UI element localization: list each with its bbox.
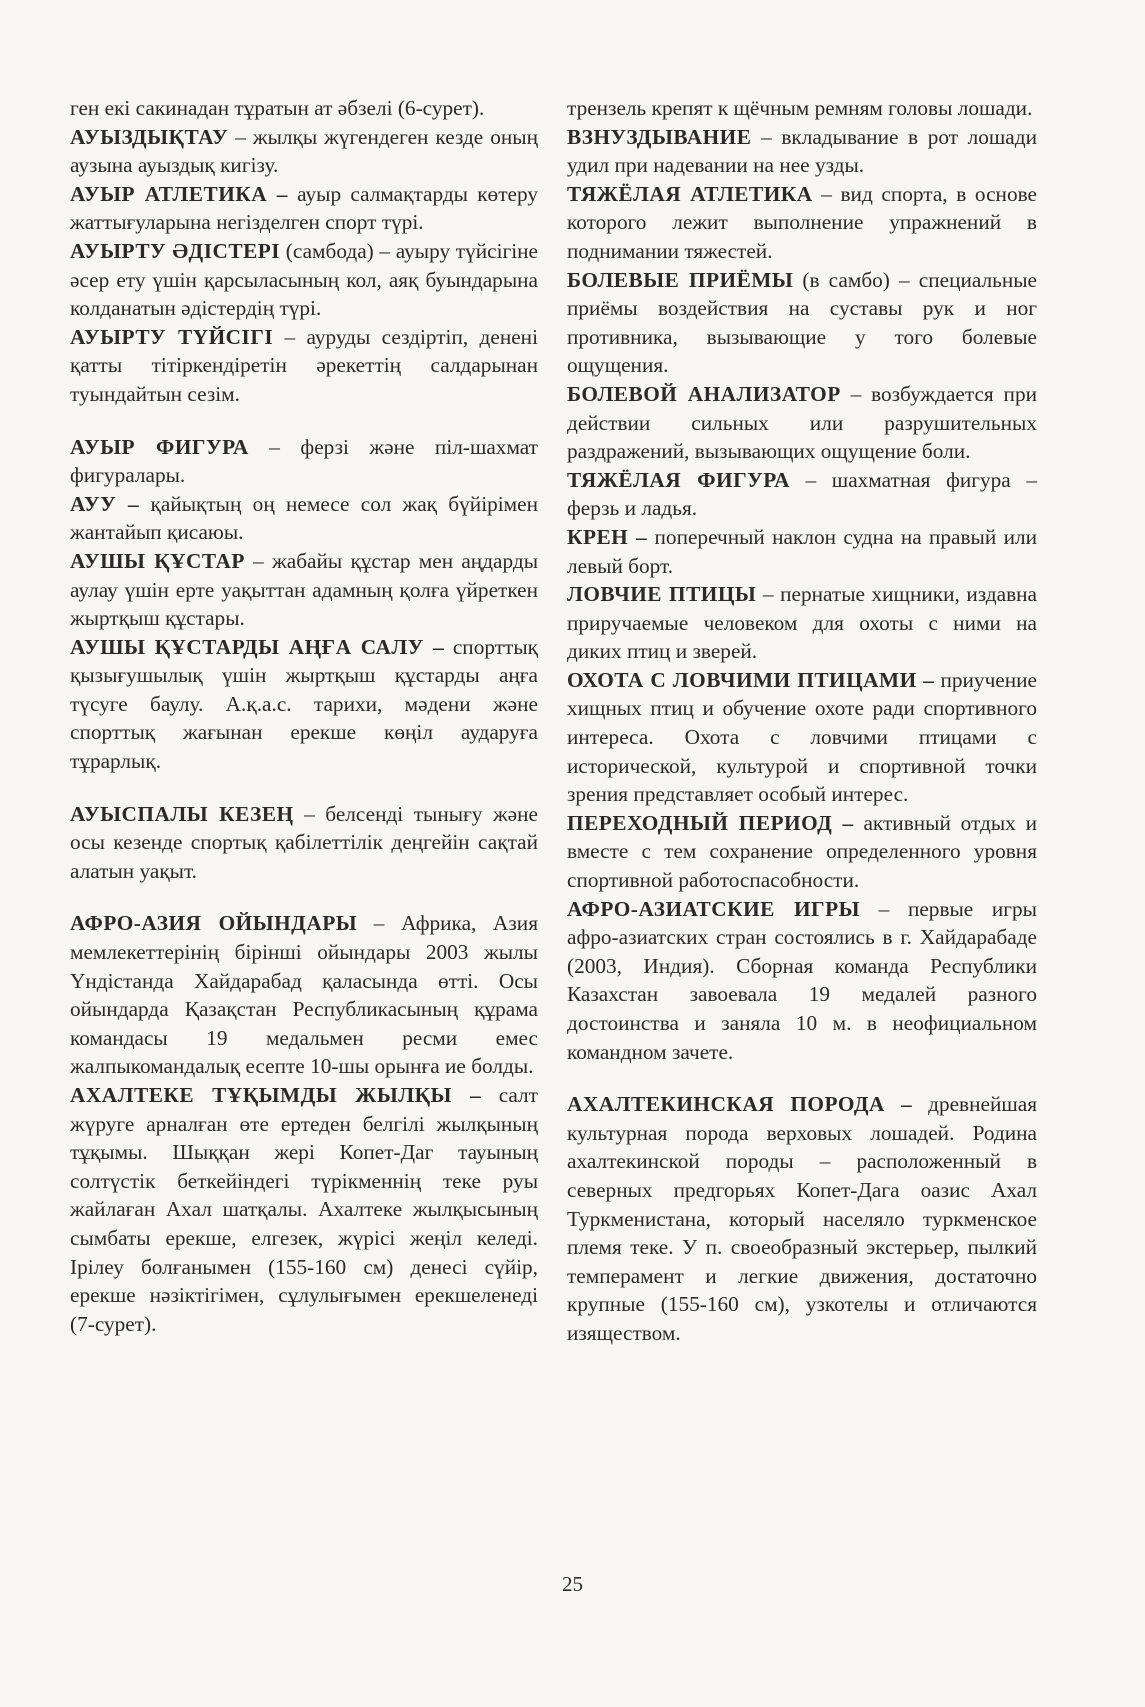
entry-definition: трензель крепят к щёчным ремням головы лошади. xyxy=(567,96,1033,120)
dictionary-entry xyxy=(567,809,1037,895)
entry-definition: – первые игры афро-азиатских стран состоялись в г. Хайдарабаде (2003, Индия). Сборная команда Республики Казахстан завоевала 19 медалей разного достоинства и заняла 10 м. в неофициальном командном зачете. xyxy=(567,896,1037,1064)
entry-term: ТЯЖЁЛАЯ ФИГУРА xyxy=(567,467,790,492)
entry-definition: – ауруды сездіртіп, денені қатты тітіркендіретін әрекеттің салдарынан туындайтын сезім. xyxy=(70,324,538,406)
dictionary-entry xyxy=(70,633,538,776)
entry-definition: активный отдых и вместе с тем сохранение определенного уровня спортивной работоспасобности. xyxy=(567,810,1037,893)
entry-term: АУЫР ФИГУРА xyxy=(70,434,249,459)
dictionary-entry xyxy=(567,523,1037,580)
entry-definition: (в самбо) – специальные приёмы воздействия на суставы рук и ног противника, вызывающие у того болевые ощущения. xyxy=(567,267,1037,378)
entry-term: АУЫЗДЫҚТАУ xyxy=(70,124,229,149)
dictionary-entry xyxy=(70,800,538,886)
entry-definition: салт жүруге арналған өте ертеден белгілі жылқының тұқымы. Шыққан жері Копет-Даг тауының солтүстік беткейіндегі түрікменнің теке руы жайлаған Ахал шатқалы. Ахалтеке жылқысының сымбаты ерекше, елгезек, жүрісі жеңіл келеді. Ірілеу болғанымен (155-160 см) денесі сүйір, ерекше нәзіктігімен, сұлулығымен ерекшеленеді (7-сурет). xyxy=(70,1083,538,1336)
right-column xyxy=(567,94,1037,1348)
entry-definition: – жылқы жүгендеген кезде оның аузына ауыздық кигізу. xyxy=(70,124,538,178)
dictionary-entry xyxy=(70,123,538,180)
entry-term: АУЫР АТЛЕТИКА – xyxy=(70,181,288,206)
entry-term: ЛОВЧИЕ ПТИЦЫ xyxy=(567,582,757,607)
entry-definition: (самбода) – ауыру түйсігіне әсер ету үшін қарсыласының кол, аяқ буындарына колданатын әдістердің түрі. xyxy=(70,238,538,321)
dictionary-entry xyxy=(567,580,1037,666)
dictionary-entry xyxy=(567,466,1037,523)
entry-spacer xyxy=(567,1066,1037,1090)
entry-term: АХАЛТЕКИНСКАЯ ПОРОДА – xyxy=(567,1092,913,1117)
entry-definition: – белсенді тынығу және осы кезенде спортық қабілеттілік деңгейін сақтай алатын уақыт. xyxy=(70,801,538,883)
entry-definition: – шахматная фигура – ферзь и ладья. xyxy=(567,467,1037,521)
entry-definition: ген екі сакинадан тұратын ат әбзелі (6-сурет). xyxy=(70,96,485,120)
dictionary-entry xyxy=(567,180,1037,266)
entry-term: ОХОТА С ЛОВЧИМИ ПТИЦАМИ – xyxy=(567,667,935,692)
entry-term: АУШЫ ҚҰСТАРДЫ АҢҒА САЛУ – xyxy=(70,634,445,659)
entry-definition: – ферзі және піл-шахмат фигуралары. xyxy=(70,434,538,488)
entry-term: ТЯЖЁЛАЯ АТЛЕТИКА xyxy=(567,181,813,206)
entry-definition: – Африка, Азия мемлекеттерінің бірінші ойындары 2003 жылы Үндістанда Хайдарабад қаласында өтті. Осы ойындарда Қазақстан Республикасының құрама командасы 19 медальмен ресми емес жалпыкомандалық есепте 10-шы орынға ие болды. xyxy=(70,911,538,1079)
dictionary-entry xyxy=(70,237,538,323)
dictionary-entry xyxy=(567,895,1037,1067)
dictionary-entry xyxy=(70,94,538,123)
dictionary-entry xyxy=(567,666,1037,809)
entry-term: БОЛЕВОЙ АНАЛИЗАТОР xyxy=(567,381,841,406)
entry-term: КРЕН – xyxy=(567,524,648,549)
entry-term: АХАЛТЕКЕ ТҰҚЫМДЫ ЖЫЛҚЫ – xyxy=(70,1083,482,1107)
entry-definition: поперечный наклон судна на правый или левый борт. xyxy=(567,524,1037,578)
dictionary-entry xyxy=(70,323,538,409)
entry-spacer xyxy=(70,885,538,909)
entry-term: АУЫРТУ ӘДІСТЕРІ xyxy=(70,238,281,263)
dictionary-entry xyxy=(567,380,1037,466)
entry-term: АУШЫ ҚҰСТАР xyxy=(70,548,245,573)
entry-definition: – пернатые хищники, издавна приручаемые человеком для охоты с ними на диких птиц и зверей. xyxy=(567,582,1037,664)
entry-term: ПЕРЕХОДНЫЙ ПЕРИОД – xyxy=(567,810,854,835)
entry-definition: қайықтың оң немесе сол жақ бүйірімен жантайып қисаюы. xyxy=(70,491,539,545)
entry-term: БОЛЕВЫЕ ПРИЁМЫ xyxy=(567,267,794,292)
dictionary-entry xyxy=(567,1090,1037,1347)
entry-term: АУУ – xyxy=(70,491,140,516)
entry-definition: ауыр салмақтарды көтеру жаттығуларына негізделген спорт түрі. xyxy=(70,181,538,235)
entry-definition: приучение хищных птиц и обучение охоте ради спортивного интереса. Охота с ловчими птицами с исторической, культурой и спортивной точки зрения представляет особый интерес. xyxy=(567,667,1037,807)
dictionary-entry xyxy=(70,547,538,633)
entry-term: АФРО-АЗИАТСКИЕ ИГРЫ xyxy=(567,896,861,921)
entry-term: ВЗНУЗДЫВАНИЕ xyxy=(567,124,752,149)
entry-term: АУЫРТУ ТҮЙСІГІ xyxy=(70,324,274,349)
entry-definition: – жабайы құстар мен аңдарды аулау үшін ерте уақыттан адамның қолға үйреткен жыртқыш құстары. xyxy=(70,548,539,631)
page-number: 25 xyxy=(562,1572,583,1596)
dictionary-entry xyxy=(70,180,538,237)
dictionary-entry xyxy=(70,909,538,1081)
dictionary-entry xyxy=(70,1081,538,1338)
entry-definition: – вкладывание в рот лошади удил при надевании на нее узды. xyxy=(567,124,1037,178)
dictionary-entry xyxy=(567,123,1037,180)
entry-definition: древнейшая культурная порода верховых лошадей. Родина ахалтекинской породы – расположенный в северных предгорьях Копет-Дага оазис Ахал Туркменистана, который населяло туркменское племя теке. У п. своеобразный экстерьер, пылкий темперамент и легкие движения, достаточно крупные (155-160 см), узкотелы и отличаются изяществом. xyxy=(567,1092,1037,1345)
dictionary-entry xyxy=(567,94,1037,123)
entry-spacer xyxy=(70,409,538,433)
left-column xyxy=(70,94,538,1338)
dictionary-entry xyxy=(70,490,538,547)
entry-definition: – вид спорта, в основе которого лежит выполнение упражнений в поднимании тяжестей. xyxy=(567,181,1037,263)
dictionary-entry xyxy=(70,433,538,490)
dictionary-entry xyxy=(567,266,1037,380)
entry-definition: – возбуждается при действии сильных или разрушительных раздражений, вызывающих ощущение боли. xyxy=(567,381,1037,464)
entry-term: АУЫСПАЛЫ КЕЗЕҢ xyxy=(70,801,294,826)
entry-term: АФРО-АЗИЯ ОЙЫНДАРЫ xyxy=(70,911,358,936)
entry-definition: спорттық қызығушылық үшін жыртқыш құстарды аңға түсуге баулу. А.қ.а.с. тарихи, мәдени және спорттық жағынан ерекше көңіл аударуға тұрарлық. xyxy=(70,634,538,774)
entry-spacer xyxy=(70,776,538,800)
